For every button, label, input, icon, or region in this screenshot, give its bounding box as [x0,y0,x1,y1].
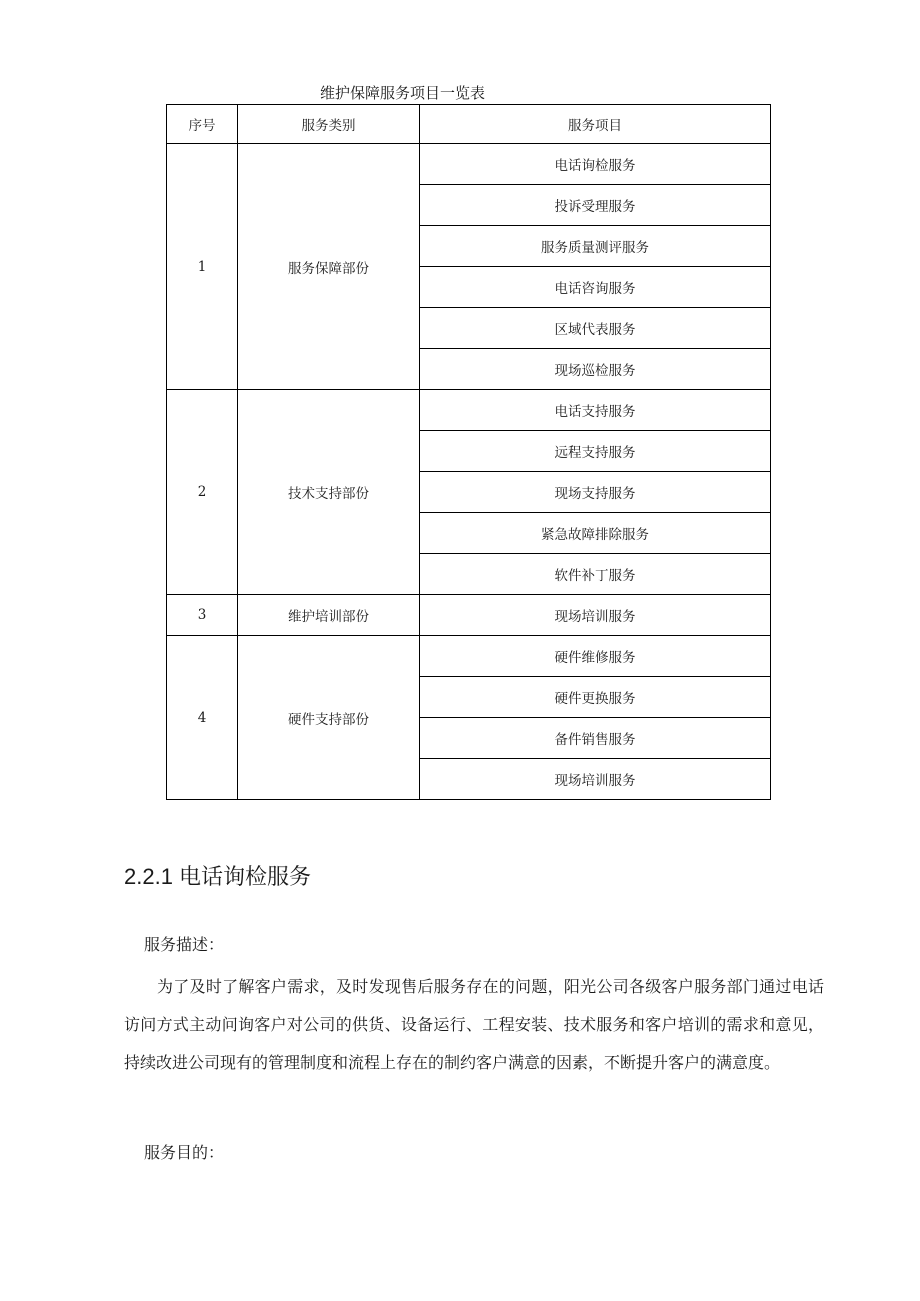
service-item: 电话咨询服务 [420,267,771,308]
description-label: 服务描述： [144,935,225,954]
service-item: 现场培训服务 [420,759,771,800]
service-item: 备件销售服务 [420,718,771,759]
table-caption: 维护保障服务项目一览表 [320,84,486,102]
row-number: 1 [167,144,238,390]
service-category: 服务保障部份 [238,144,420,390]
service-category: 技术支持部份 [238,390,420,595]
service-item: 紧急故障排除服务 [420,513,771,554]
service-item: 区域代表服务 [420,308,771,349]
table-header-row [167,105,771,144]
service-item: 现场支持服务 [420,472,771,513]
table-row [167,595,771,636]
row-number: 4 [167,636,238,800]
row-number: 3 [167,595,238,636]
service-item: 远程支持服务 [420,431,771,472]
section-heading: 2.2.1 电话询检服务 [124,864,312,889]
table-row [167,636,771,677]
service-item: 现场巡检服务 [420,349,771,390]
service-item: 电话询检服务 [420,144,771,185]
service-item: 现场培训服务 [420,595,771,636]
purpose-label: 服务目的： [144,1143,225,1162]
service-item: 投诉受理服务 [420,185,771,226]
header-category: 服务类别 [238,105,420,144]
service-category: 硬件支持部份 [238,636,420,800]
service-items-table [166,104,771,800]
service-item: 服务质量测评服务 [420,226,771,267]
header-no: 序号 [167,105,238,144]
service-item: 硬件更换服务 [420,677,771,718]
table-row [167,144,771,185]
table-row [167,390,771,431]
service-category: 维护培训部份 [238,595,420,636]
service-item: 软件补丁服务 [420,554,771,595]
row-number: 2 [167,390,238,595]
header-item: 服务项目 [420,105,771,144]
service-item: 硬件维修服务 [420,636,771,677]
service-item: 电话支持服务 [420,390,771,431]
description-paragraph: 为了及时了解客户需求，及时发现售后服务存在的问题，阳光公司各级客户服务部门通过电话访问方式主动问询客户对公司的供货、设备运行、工程安装、技术服务和客户培训的需求和意见，持续改进公司现有的管理制度和流程上存在的制约客户满意的因素，不断提升客户的满意度。 [124,977,824,1072]
